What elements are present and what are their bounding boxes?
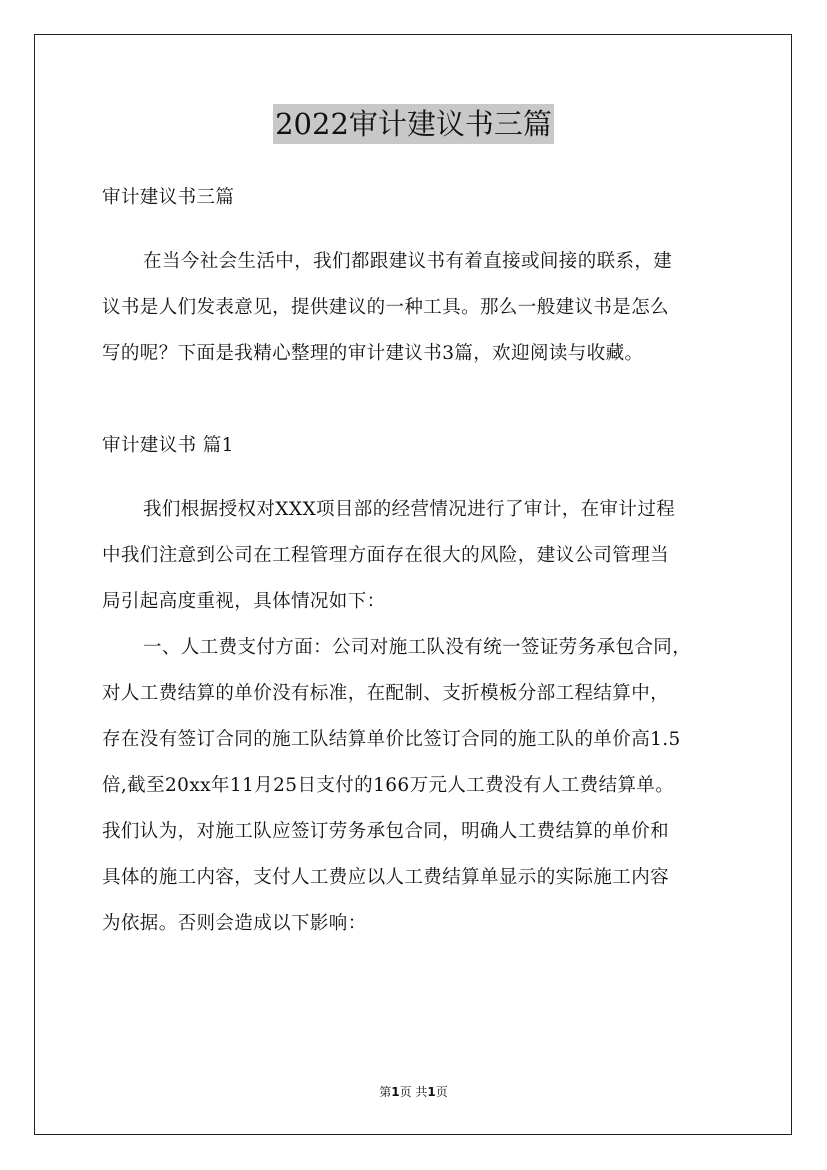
paragraph-line: 我们认为，对施工队应签订劳务承包合同，明确人工费结算的单价和 [102, 821, 670, 842]
paragraph-line: 中我们注意到公司在工程管理方面存在很大的风险，建议公司管理当 [102, 545, 670, 566]
paragraph-line: 存在没有签订合同的施工队结算单价比签订合同的施工队的单价高1.5 [102, 729, 681, 750]
document-body [102, 175, 742, 947]
paragraph-line: 具体的施工内容，支付人工费应以人工费结算单显示的实际施工内容 [102, 867, 670, 888]
footer-total-pages: 1 [427, 1085, 436, 1099]
section-heading: 审计建议书 篇1 [102, 435, 234, 456]
footer-suffix: 页 [435, 1085, 448, 1099]
footer-mid: 页 共 [399, 1085, 428, 1099]
page-footer [0, 1083, 827, 1100]
document-title [0, 104, 827, 144]
intro-line: 写的呢？下面是我精心整理的审计建议书3篇，欢迎阅读与收藏。 [102, 343, 644, 364]
footer-prefix: 第 [379, 1085, 392, 1099]
paragraph-line: 倍,截至20xx年11月25日支付的166万元人工费没有人工费结算单。 [102, 775, 675, 796]
paragraph-line: 局引起高度重视，具体情况如下： [102, 591, 386, 612]
document-subtitle: 审计建议书三篇 [102, 187, 235, 208]
paragraph-line: 我们根据授权对XXX项目部的经营情况进行了审计，在审计过程 [143, 499, 676, 520]
paragraph-line: 一、人工费支付方面：公司对施工队没有统一签证劳务承包合同， [143, 637, 692, 658]
document-title-text: 2022审计建议书三篇 [273, 104, 554, 144]
intro-line: 议书是人们发表意见，提供建议的一种工具。那么一般建议书是怎么 [102, 297, 670, 318]
intro-line: 在当今社会生活中，我们都跟建议书有着直接或间接的联系，建 [143, 251, 673, 272]
footer-page-number: 1 [391, 1085, 400, 1099]
paragraph-line: 对人工费结算的单价没有标准，在配制、支折模板分部工程结算中， [102, 683, 670, 704]
paragraph-line: 为依据。否则会造成以下影响： [102, 913, 367, 934]
